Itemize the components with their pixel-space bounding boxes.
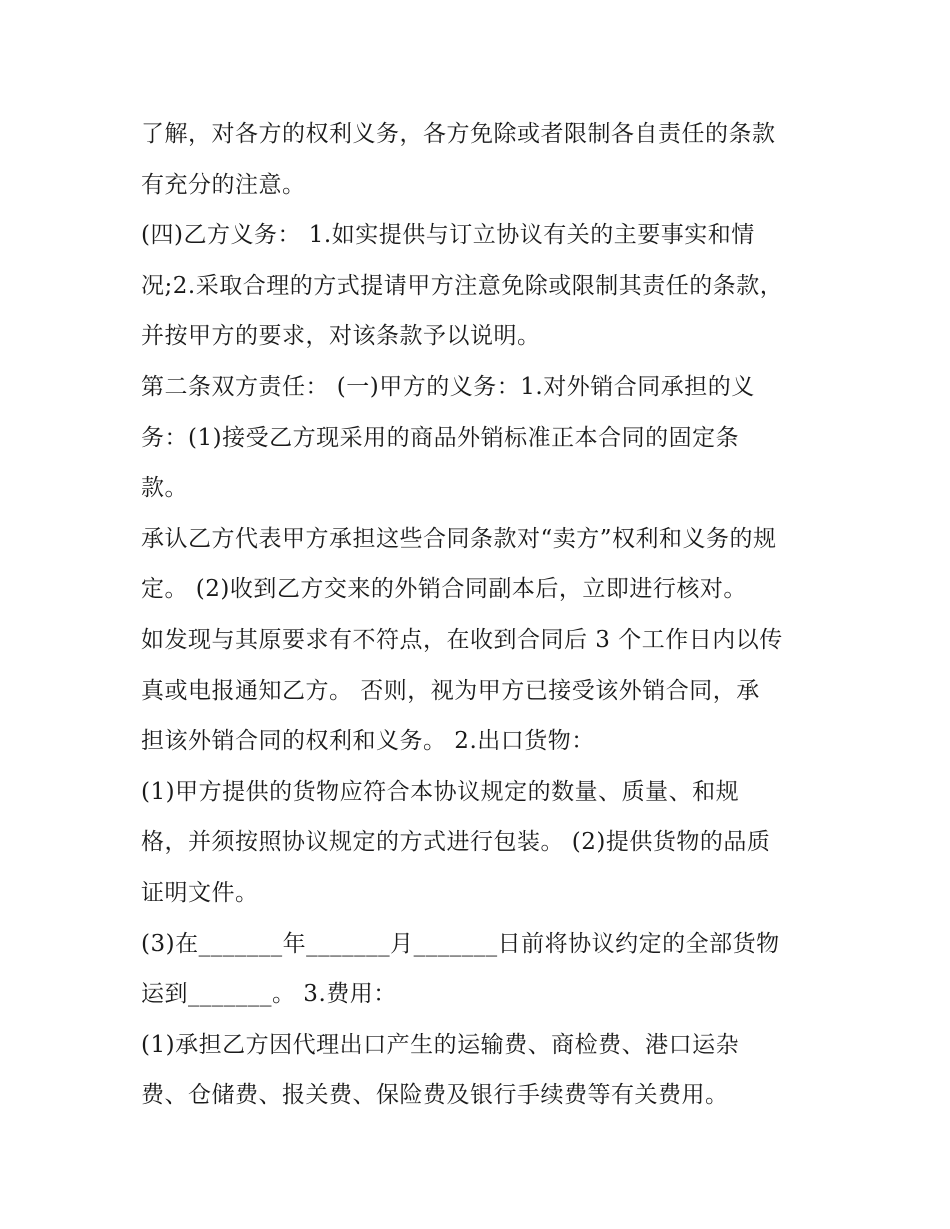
text-line: 务：(1)接受乙方现采用的商品外销标准正本合同的固定条 xyxy=(141,424,740,451)
text-line: 证明文件。 xyxy=(141,879,259,906)
text-line: 定。 (2)收到乙方交来的外销合同副本后，立即进行核对。 xyxy=(141,576,747,603)
text-line: 有充分的注意。 xyxy=(141,171,306,198)
text-line: 运到_______。 3.费用： xyxy=(141,981,397,1008)
text-line: 款。 xyxy=(141,475,188,502)
text-line: 况;2.采取合理的方式提请甲方注意免除或限制其责任的条款， xyxy=(141,272,784,299)
text-line: (四)乙方义务： 1.如实提供与订立协议有关的主要事实和情 xyxy=(141,222,755,249)
text-line: 如发现与其原要求有不符点，在收到合同后 3 个工作日内以传 xyxy=(141,626,783,653)
text-line: (3)在_______年_______月_______日前将协议约定的全部货物 xyxy=(141,930,780,957)
text-line: (1)承担乙方因代理出口产生的运输费、商检费、港口运杂 xyxy=(141,1031,740,1058)
text-line: (1)甲方提供的货物应符合本协议规定的数量、质量、和规 xyxy=(141,778,740,805)
text-line: 担该外销合同的权利和义务。 2.出口货物： xyxy=(141,728,595,755)
text-line: 真或电报通知乙方。 否则，视为甲方已接受该外销合同，承 xyxy=(141,677,760,704)
text-line: 第二条双方责任： (一)甲方的义务：1.对外销合同承担的义 xyxy=(141,373,755,400)
text-line: 承认乙方代表甲方承担这些合同条款对“卖方”权利和义务的规 xyxy=(141,525,777,552)
text-line: 格，并须按照协议规定的方式进行包装。 (2)提供货物的品质 xyxy=(141,829,771,856)
text-line: 了解，对各方的权利义务，各方免除或者限制各自责任的条款 xyxy=(141,121,776,147)
document-body xyxy=(141,109,841,1121)
text-line: 并按甲方的要求，对该条款予以说明。 xyxy=(141,323,541,350)
text-line: 费、仓储费、报关费、保险费及银行手续费等有关费用。 xyxy=(141,1082,729,1109)
